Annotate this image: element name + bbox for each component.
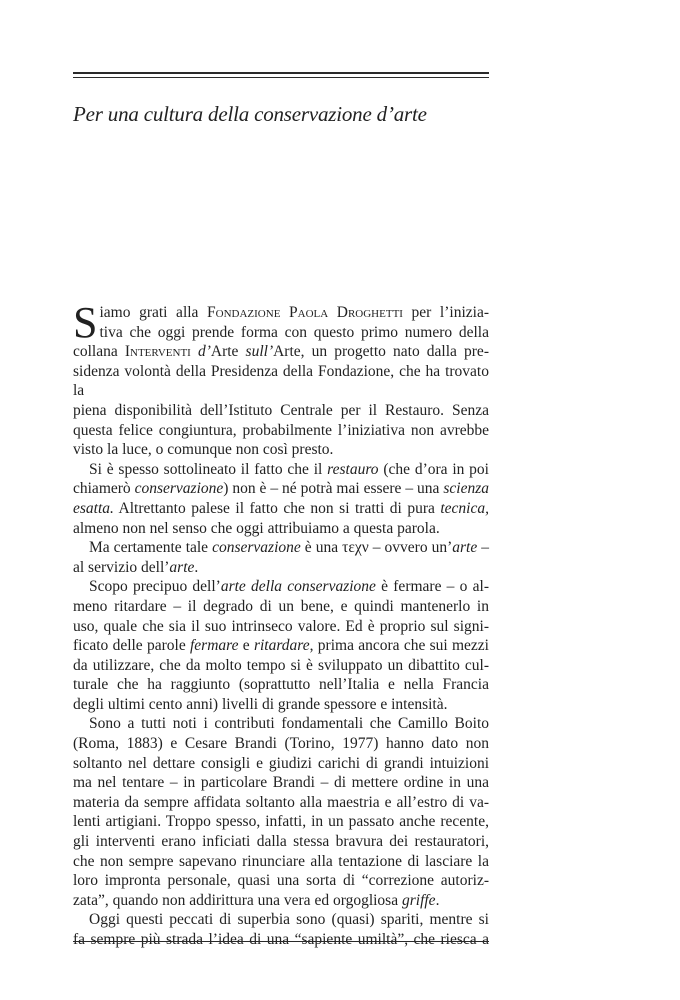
text-line xyxy=(73,479,489,499)
text-run: chiamerò xyxy=(73,480,135,498)
text-line xyxy=(73,793,489,813)
text-run: da utilizzare, che da molto tempo si è sviluppato un dibattito cul- xyxy=(73,656,489,674)
text-line xyxy=(73,617,489,637)
text-run: è una τεχν – ovvero un’ xyxy=(300,539,453,557)
text-line xyxy=(73,401,489,421)
text-run: visto la luce, o comunque non così presto. xyxy=(73,441,334,459)
text-run: turale che ha raggiunto (soprattutto nell’Italia e nella Francia xyxy=(73,676,489,694)
text-run: meno ritardare – il degrado di un bene, e quindi mantenerlo in xyxy=(73,597,489,615)
italic-text: d’ xyxy=(197,343,211,361)
text-line xyxy=(73,871,489,891)
small-caps-text: Fondazione Paola Droghetti xyxy=(207,304,403,321)
text-line xyxy=(73,773,489,793)
text-run: uso, quale che sia il suo intrinseco valore. Ed è proprio sul signi- xyxy=(73,617,489,635)
text-run: collana xyxy=(73,343,125,361)
text-run: tiva che oggi prende forma con questo primo numero della xyxy=(99,323,489,341)
text-line xyxy=(73,558,489,578)
chapter-title: Per una cultura della conservazione d’arte xyxy=(73,102,427,126)
text-run: . xyxy=(435,891,440,909)
text-run: ficato delle parole xyxy=(73,637,190,655)
text-line xyxy=(73,519,489,539)
top-rule-thin xyxy=(73,77,489,78)
text-run: almeno non nel senso che oggi attribuiamo a questa parola. xyxy=(73,519,440,537)
text-line xyxy=(73,499,489,519)
text-line xyxy=(73,734,489,754)
text-line xyxy=(73,303,489,323)
italic-text: restauro xyxy=(327,460,379,478)
text-line xyxy=(73,421,489,441)
italic-text: sull’ xyxy=(245,343,274,361)
italic-text: fermare xyxy=(189,637,239,655)
text-run: loro impronta personale, quasi una sorta di “correzione autoriz- xyxy=(73,872,489,890)
text-line xyxy=(73,538,489,558)
text-run: Ma certamente tale xyxy=(89,539,213,557)
text-run: – xyxy=(477,539,490,557)
text-line xyxy=(73,852,489,872)
text-line xyxy=(73,362,489,401)
italic-text: conservazione xyxy=(134,480,224,498)
text-run: Oggi questi peccati di superbia sono (quasi) spariti, mentre si xyxy=(89,911,489,929)
italic-text: conservazione xyxy=(212,539,301,557)
text-run: Scopo precipuo dell’ xyxy=(89,578,221,596)
text-run: ma nel tentare – in particolare Brandi – di mettere ordine in una xyxy=(73,774,489,792)
text-run: Si è spesso sottolineato il fatto che il xyxy=(89,460,328,478)
text-run: . xyxy=(194,558,199,576)
italic-text: ritardare xyxy=(253,637,310,655)
text-line xyxy=(73,656,489,676)
text-line xyxy=(73,930,489,950)
text-run: Arte xyxy=(210,343,246,361)
text-line xyxy=(73,812,489,832)
text-line xyxy=(73,910,489,930)
text-run: ) non è – né potrà mai essere – una xyxy=(223,480,444,498)
text-run: zata”, quando non addirittura una vera ed orgogliosa xyxy=(73,891,402,909)
text-run: materia da sempre affidata soltanto alla maestria e all’estro di va- xyxy=(73,793,489,811)
text-run: che non sempre sapevano rinunciare alla tentazione di lasciare la xyxy=(73,852,489,870)
text-line xyxy=(73,342,489,362)
small-caps-text: Interventi xyxy=(124,343,191,361)
text-run: gli interventi erano inficiati dalla stessa bravura dei restauratori, xyxy=(73,833,489,851)
text-run: e xyxy=(238,637,254,655)
text-line xyxy=(73,636,489,656)
text-run: (Roma, 1883) e Cesare Brandi (Torino, 1977) hanno dato non xyxy=(73,735,489,753)
text-run: iamo grati alla xyxy=(99,304,208,321)
text-line xyxy=(73,675,489,695)
text-run: questa felice congiuntura, probabilmente l’iniziativa non avrebbe xyxy=(73,421,489,439)
text-line xyxy=(73,440,489,460)
text-run: (che d’ora in poi xyxy=(378,460,489,478)
text-run: lenti artigiani. Troppo spesso, infatti, in un passato anche recente, xyxy=(73,813,489,831)
text-run: soltanto nel dettare consigli e giudizi carichi di grandi intuizioni xyxy=(73,754,489,772)
italic-text: esatta. xyxy=(73,499,114,517)
text-run: degli ultimi cento anni) livelli di grande spessore e intensità. xyxy=(73,695,448,713)
text-line xyxy=(73,714,489,734)
text-run: , prima ancora che sui mezzi xyxy=(309,637,489,655)
italic-text: arte della conservazione xyxy=(220,578,376,596)
text-line xyxy=(73,754,489,774)
text-line xyxy=(73,597,489,617)
italic-text: arte xyxy=(452,539,478,557)
text-line xyxy=(73,891,489,911)
italic-text: arte xyxy=(169,558,195,576)
italic-text: scienza xyxy=(443,480,489,498)
text-run: piena disponibilità dell’Istituto Centrale per il Restauro. Senza xyxy=(73,401,489,419)
italic-text: tecnica, xyxy=(440,499,489,517)
italic-text: griffe xyxy=(401,891,436,909)
text-run: Arte, un progetto nato dalla pre- xyxy=(273,343,489,361)
text-line xyxy=(73,695,489,715)
text-run: Altrettanto palese il fatto che non si tratti di pura xyxy=(113,499,441,517)
text-line xyxy=(73,577,489,597)
text-line xyxy=(73,832,489,852)
text-run xyxy=(191,343,198,360)
top-rule-thick xyxy=(73,72,489,74)
text-run: al servizio dell’ xyxy=(73,558,170,576)
text-run: Sono a tutti noti i contributi fondamentali che Camillo Boito xyxy=(89,715,489,733)
text-run: fa sempre più strada l’idea di una “sapiente umiltà”, che riesca a xyxy=(73,931,489,948)
text-line xyxy=(73,460,489,480)
text-run: per l’inizia- xyxy=(402,304,489,321)
text-run: è fermare – o al- xyxy=(375,578,489,596)
text-line xyxy=(73,323,489,343)
text-run: sidenza volontà della Presidenza della Fondazione, che ha trovato la xyxy=(73,362,489,400)
body-text xyxy=(73,298,490,950)
bottom-rule xyxy=(73,941,489,942)
drop-cap: S xyxy=(73,298,98,347)
